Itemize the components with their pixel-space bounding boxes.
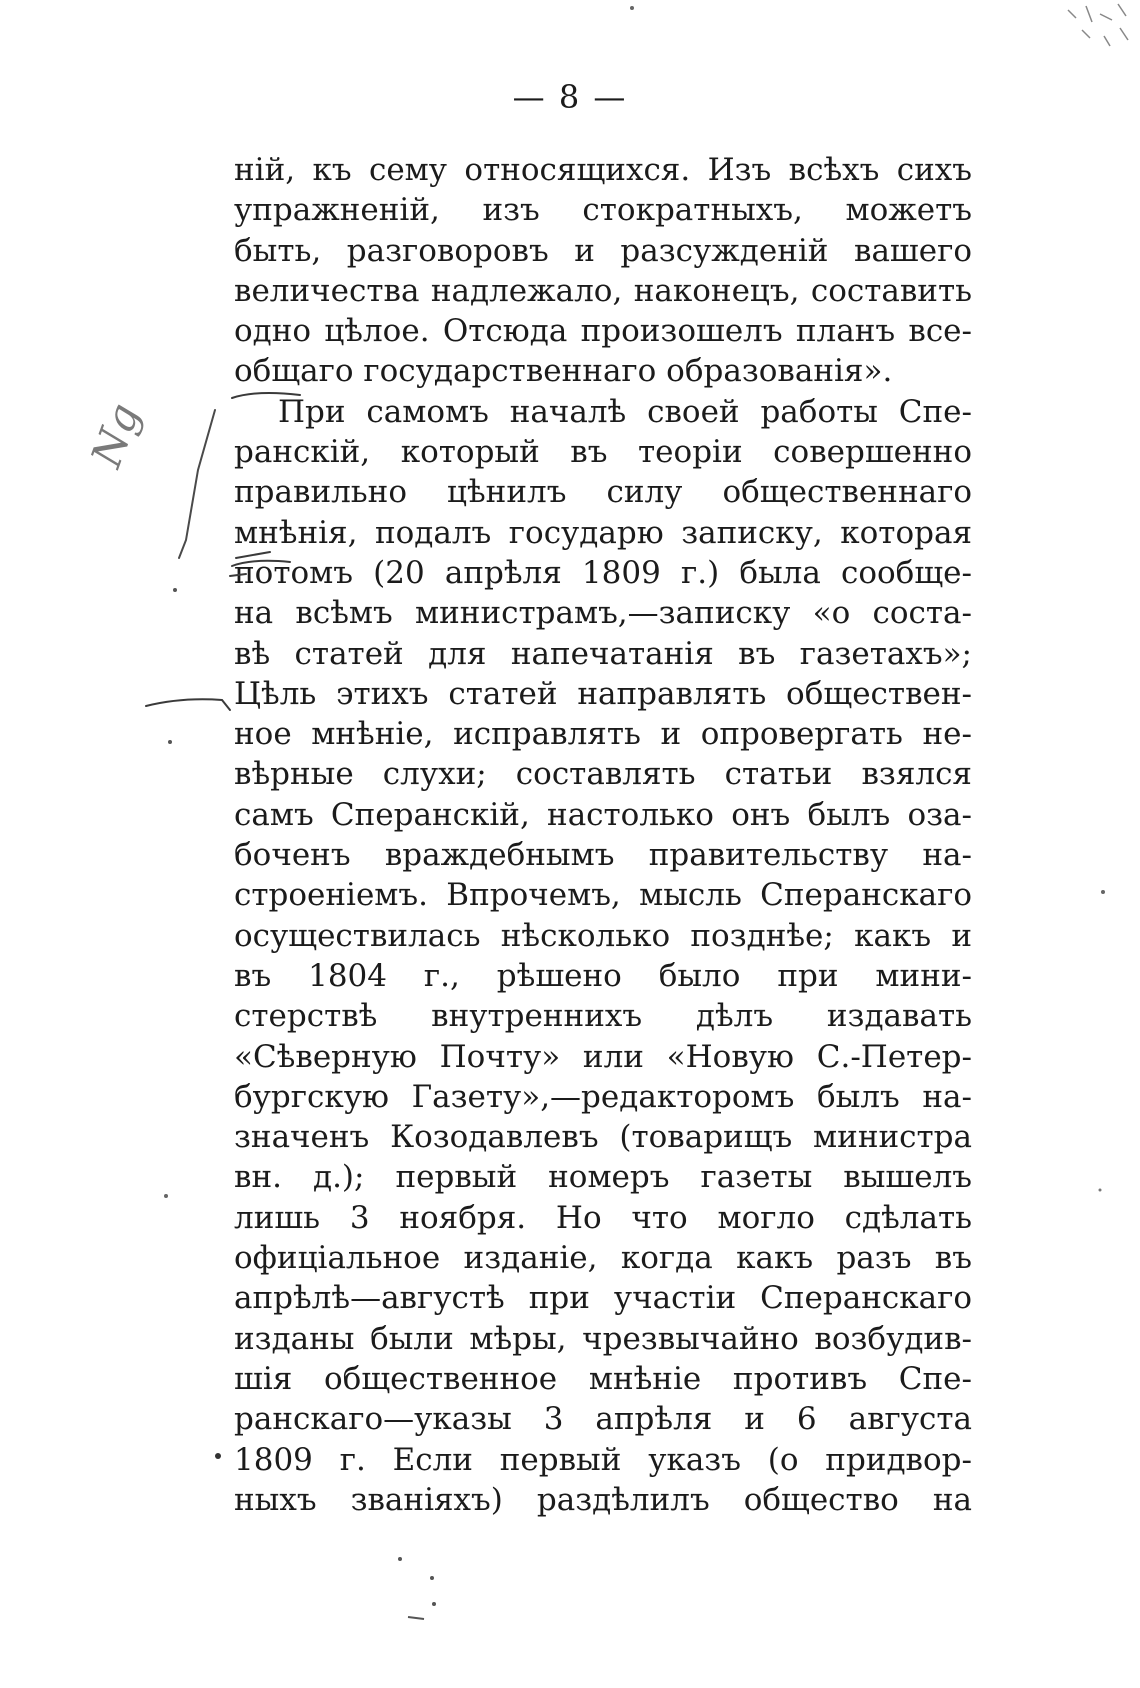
text-line: стерствѣ внутреннихъ дѣлъ издавать <box>234 998 972 1035</box>
text-line: ныхъ званіяхъ) раздѣлилъ общество на <box>234 1481 972 1518</box>
speck <box>164 1194 168 1198</box>
speck <box>173 588 177 592</box>
text-line: осуществилась нѣсколько позднѣе; какъ и <box>234 917 972 954</box>
text-line: вѣрные слухи; составлять статьи взялся <box>234 756 972 793</box>
speck <box>168 740 172 744</box>
text-line: боченъ враждебнымъ правительству на- <box>234 837 972 874</box>
page-number: — 8 — <box>512 78 628 116</box>
text-line: мнѣнія, подалъ государю записку, которая <box>234 514 972 551</box>
text-line: величества надлежало, наконецъ, составить <box>234 272 972 309</box>
speck <box>1099 1189 1102 1192</box>
text-line: быть, разговоровъ и разсужденій вашего <box>234 232 972 269</box>
text-line: ранскій, который въ теоріи совершенно <box>234 434 972 471</box>
text-line: 1809 г. Если первый указъ (о придвор- <box>234 1441 972 1478</box>
margin-horizontal-stroke <box>146 699 230 710</box>
speck <box>630 6 634 10</box>
text-line: строеніемъ. Впрочемъ, мысль Сперанскаго <box>234 877 972 914</box>
text-line: лишь 3 ноября. Но что могло сдѣлать <box>234 1199 972 1236</box>
speck <box>215 1453 221 1459</box>
text-line: ранскаго—указы 3 апрѣля и 6 августа <box>234 1401 972 1438</box>
text-line: Цѣль этихъ статей направлять обществен- <box>234 675 972 712</box>
text-line: упражненій, изъ стократныхъ, можетъ <box>234 192 972 229</box>
text-line: ній, къ сему относящихся. Изъ всѣхъ сихъ <box>234 152 972 188</box>
text-line: «Сѣверную Почту» или «Новую С.-Петер- <box>234 1038 972 1075</box>
text-line: значенъ Козодавлевъ (товарищъ министра <box>234 1119 972 1156</box>
text-line: потомъ (20 апрѣля 1809 г.) была сообще- <box>234 554 972 591</box>
text-line: вн. д.); первый номеръ газеты вышелъ <box>234 1159 972 1196</box>
text-line: на всѣмъ министрамъ,—записку «о соста- <box>234 595 972 632</box>
text-line: изданы были мѣры, чрезвычайно возбудив- <box>234 1320 972 1357</box>
text-line: правильно цѣнилъ силу общественнаго <box>234 474 972 511</box>
text-line: вѣ статей для напечатанія въ газетахъ»; <box>234 635 972 672</box>
text-line: ное мнѣніе, исправлять и опровергать не- <box>234 716 972 753</box>
speck <box>398 1557 402 1561</box>
text-line: При самомъ началѣ своей работы Спе- <box>278 393 972 430</box>
speck <box>408 1617 424 1619</box>
margin-vertical-stroke <box>179 410 215 558</box>
text-line: въ 1804 г., рѣшено было при мини- <box>234 957 972 994</box>
text-line: общаго государственнаго образованія». <box>234 353 893 390</box>
text-line: самъ Сперанскій, настолько онъ былъ оза- <box>234 796 972 833</box>
margin-note: Ng <box>81 396 150 474</box>
speck <box>430 1576 434 1580</box>
speck <box>1101 890 1105 894</box>
speck <box>432 1602 436 1606</box>
text-line: шія общественное мнѣніе противъ Спе- <box>234 1360 972 1397</box>
text-line: бургскую Газету»,—редакторомъ былъ на- <box>234 1078 972 1115</box>
body-text <box>234 150 972 1520</box>
text-line: одно цѣлое. Отсюда произошелъ планъ все- <box>234 313 972 350</box>
corner-noise <box>1068 4 1128 46</box>
text-line: апрѣлѣ—августѣ при участіи Сперанскаго <box>234 1280 972 1317</box>
text-line: офиціальное изданіе, когда какъ разъ въ <box>234 1240 972 1277</box>
